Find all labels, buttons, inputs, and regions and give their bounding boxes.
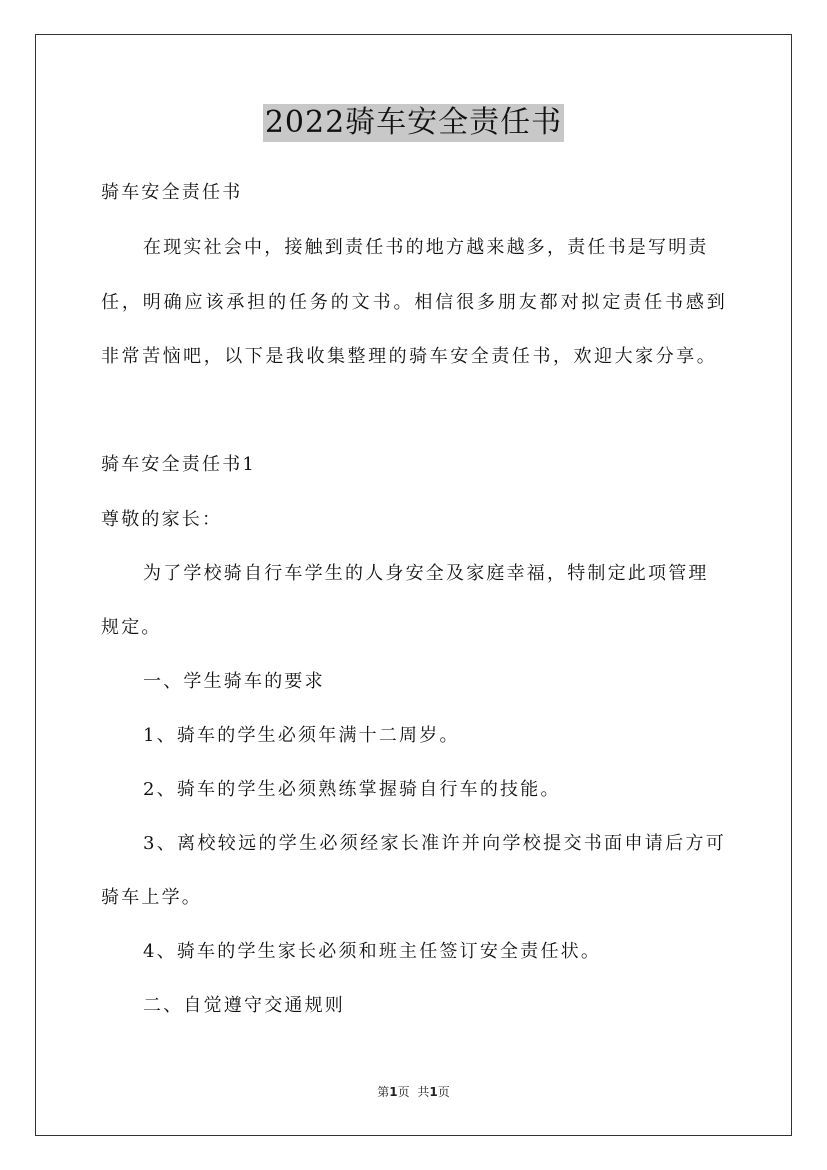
footer-page-number: 1 — [389, 1085, 398, 1099]
intro-line-2: 任，明确应该承担的任务的文书。相信很多朋友都对拟定责任书感到 — [101, 292, 727, 313]
intro-line-1: 在现实社会中，接触到责任书的地方越来越多，责任书是写明责 — [143, 237, 709, 258]
footer-page-suffix: 页 — [397, 1085, 410, 1099]
footer-total-number: 1 — [429, 1085, 438, 1099]
footer-total-suffix: 页 — [437, 1085, 450, 1099]
rule-4: 4、骑车的学生家长必须和班主任签订安全责任状。 — [143, 941, 602, 962]
purpose-line-1: 为了学校骑自行车学生的人身安全及家庭幸福，特制定此项管理 — [143, 563, 709, 584]
rule-2: 2、骑车的学生必须熟练掌握骑自行车的技能。 — [143, 779, 561, 800]
footer-page-prefix: 第 — [377, 1085, 390, 1099]
document-title: 2022骑车安全责任书 — [264, 105, 563, 140]
subtitle: 骑车安全责任书 — [101, 182, 243, 203]
rule-3-line-2: 骑车上学。 — [101, 887, 202, 908]
page-footer — [0, 1083, 827, 1100]
section-heading: 骑车安全责任书1 — [101, 454, 257, 475]
salutation: 尊敬的家长： — [101, 509, 223, 530]
purpose-line-2: 规定。 — [101, 617, 162, 638]
rule-3-line-1: 3、离校较远的学生必须经家长准许并向学校提交书面申请后方可 — [143, 833, 726, 854]
part-one-heading: 一、学生骑车的要求 — [143, 671, 325, 692]
rule-1: 1、骑车的学生必须年满十二周岁。 — [143, 725, 460, 746]
intro-line-3: 非常苦恼吧，以下是我收集整理的骑车安全责任书，欢迎大家分享。 — [101, 346, 717, 367]
footer-total-prefix: 共 — [417, 1085, 430, 1099]
title-area — [0, 104, 827, 142]
part-two-heading: 二、自觉遵守交通规则 — [143, 995, 345, 1016]
